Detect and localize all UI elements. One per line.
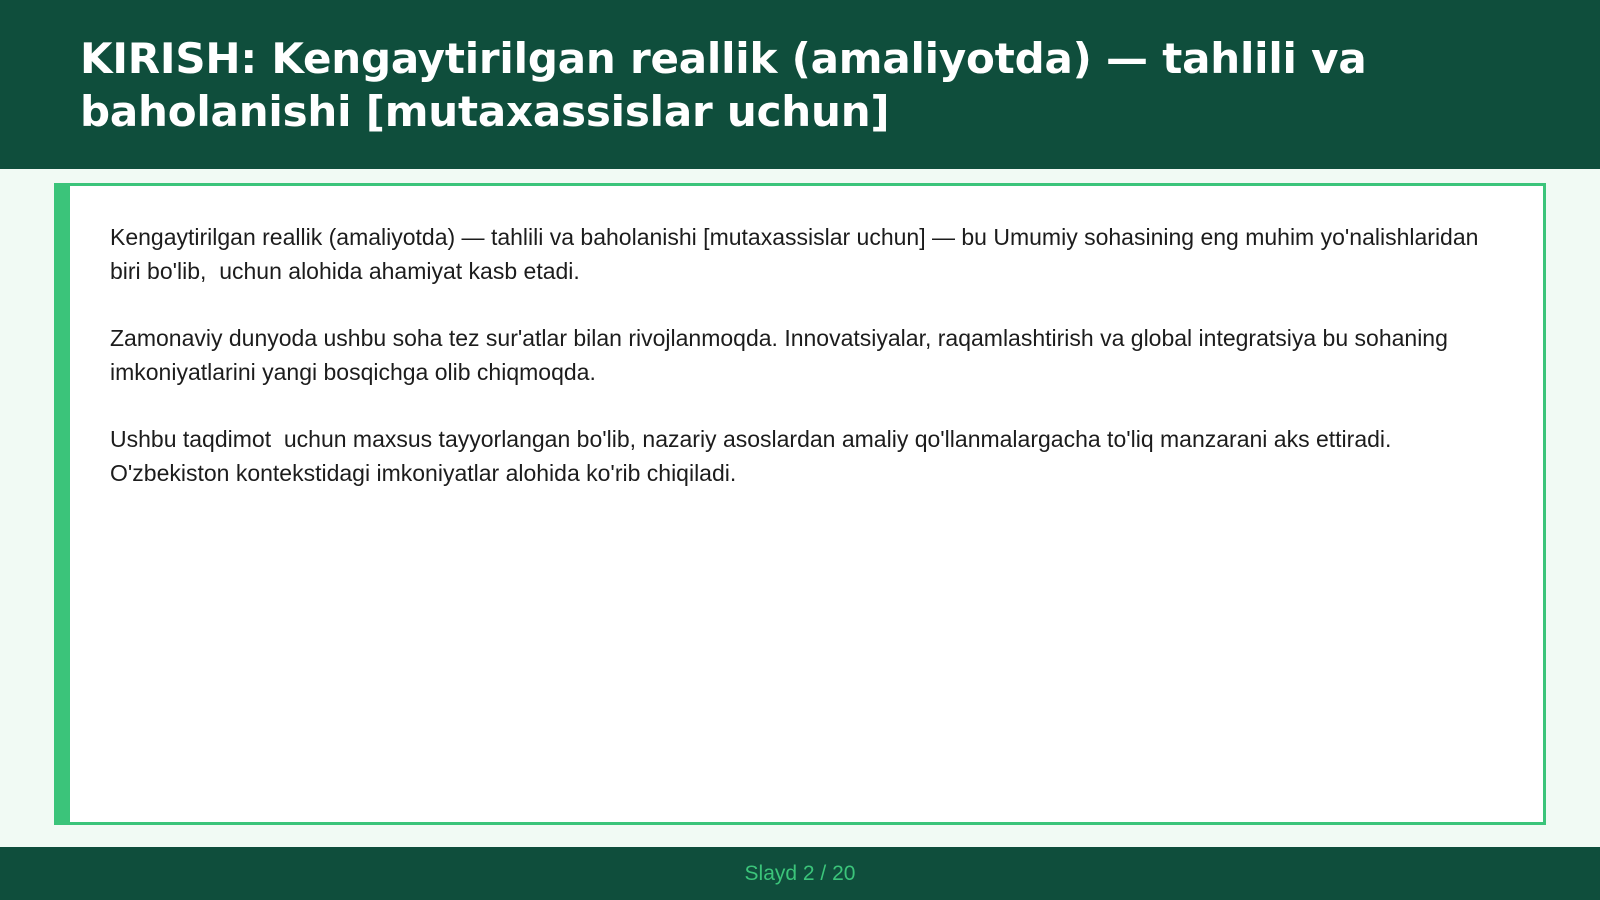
content-panel — [54, 183, 1546, 825]
paragraph-presentation-scope: Ushbu taqdimot uchun maxsus tayyorlangan bo'lib, nazariy asoslardan amaliy qo'llanmalargacha to'liq manzarani aks ettiradi. O'zbekiston kontekstidagi imkoniyatlar alohida ko'rib chiqiladi. — [110, 426, 1398, 486]
slide-title: KIRISH: Kengaytirilgan reallik (amaliyotda) — tahlili va baholanishi [mutaxassislar uchun] — [80, 34, 1367, 136]
paragraph-modern-world: Zamonaviy dunyoda ushbu soha tez sur'atlar bilan rivojlanmoqda. Innovatsiyalar, raqamlashtirish va global integratsiya bu sohaning imkoniyatlarini yangi bosqichga olib chiqmoqda. — [110, 325, 1455, 385]
paragraph-intro: Kengaytirilgan reallik (amaliyotda) — tahlili va baholanishi [mutaxassislar uchun] — bu Umumiy sohasining eng muhim yo'nalishlaridan biri bo'lib, uchun alohida ahamiyat kasb etadi. — [110, 224, 1485, 284]
slide-footer — [0, 847, 1600, 900]
slide-header — [0, 0, 1600, 169]
slide-counter: Slayd 2 / 20 — [744, 861, 856, 885]
